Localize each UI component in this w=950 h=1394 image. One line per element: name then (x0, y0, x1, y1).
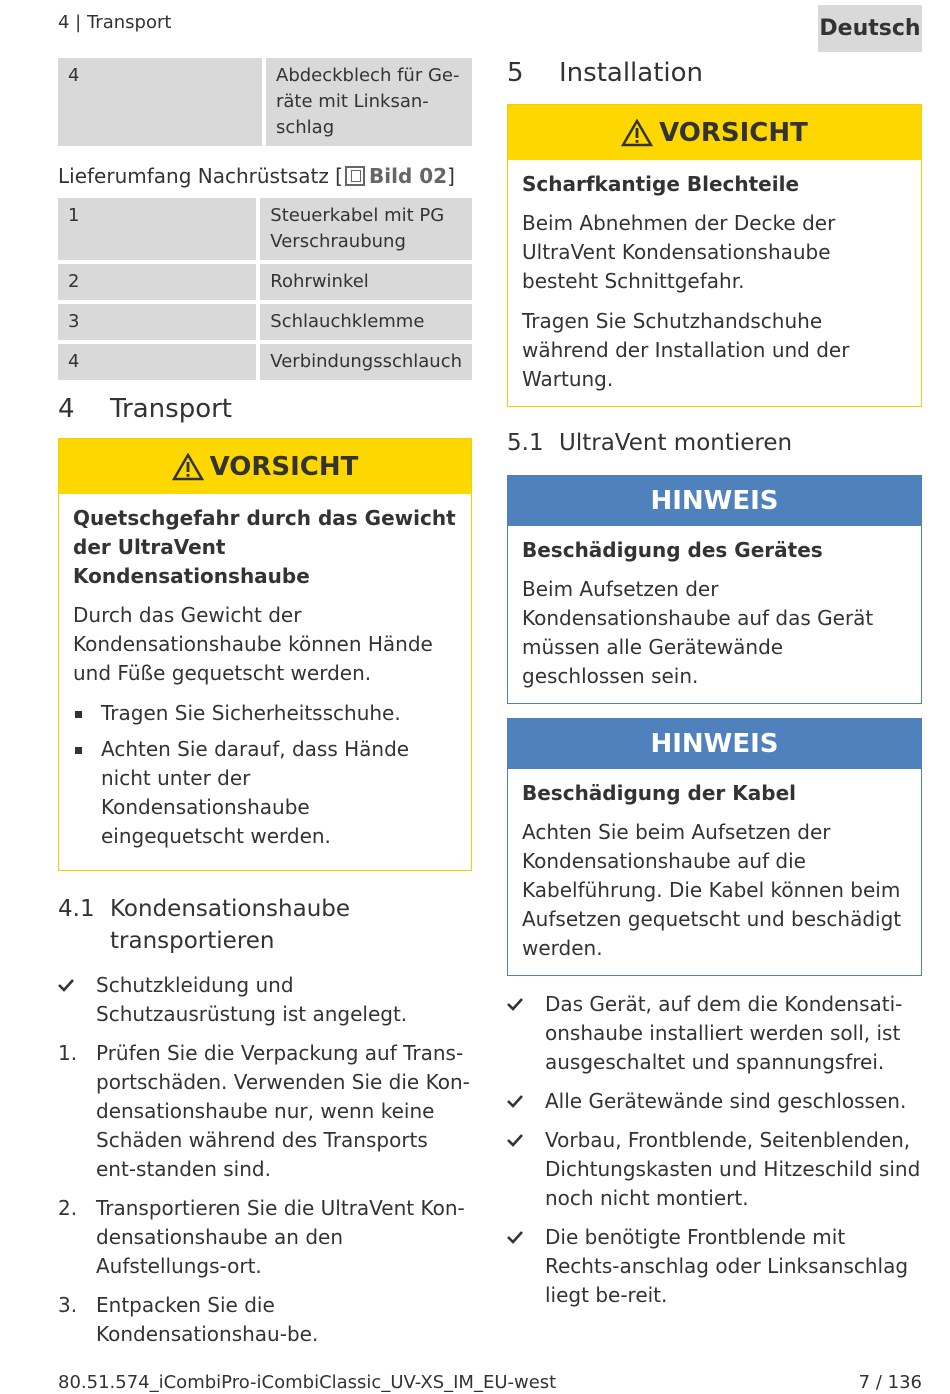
table-cell-number: 2 (58, 264, 256, 300)
caution-lead: Scharfkantige Blechteile (522, 172, 800, 196)
table-row (58, 198, 472, 260)
step-text: Transportieren Sie die UltraVent Kon-densationshaube an den Aufstellungs-ort. (96, 1196, 465, 1278)
section-heading-4-1 (58, 893, 472, 957)
table-row (58, 304, 472, 340)
step-number: 1. (58, 1041, 78, 1065)
table-cell-number: 4 (58, 344, 256, 380)
caption-close: ] (447, 164, 455, 188)
caution-body: Beim Abnehmen der Decke der UltraVent Kondensationshaube besteht Schnittgefahr. (522, 211, 836, 293)
caution-box (58, 438, 472, 871)
section-title: Kondensationshaube transportieren (110, 896, 351, 954)
notice-body: Achten Sie beim Aufsetzen der Kondensationshaube auf die Kabelführung. Die Kabel können beim Aufsetzen gequetscht und beschädigt werden. (522, 820, 902, 960)
list-item: Tragen Sie Sicherheitsschuhe. (73, 699, 457, 728)
left-column (58, 58, 472, 1359)
document-id: 80.51.574_iCombiPro-iCombiClassic_UV-XS_IM_EU-west (58, 1372, 557, 1393)
caution-lead: Quetschgefahr durch das Gewicht der UltraVent Kondensationshaube (73, 506, 456, 588)
prerequisite-item (58, 971, 472, 1029)
checkmark-icon (507, 990, 545, 1077)
notice-box (507, 475, 922, 704)
prerequisite-item (507, 1126, 922, 1213)
caution-header (59, 439, 471, 494)
section-number: 5.1 (507, 430, 544, 456)
section-title: Transport (110, 394, 233, 424)
caution-label: VORSICHT (209, 451, 359, 482)
language-badge: Deutsch (818, 5, 922, 52)
caution-body: Durch das Gewicht der Kondensationshaube können Hände und Füße gequetscht werden. (73, 603, 433, 685)
table-cell-number: 1 (58, 198, 256, 260)
prerequisite-text: Die benötigte Frontblende mit Rechts-anschlag oder Linksanschlag liegt be-reit. (545, 1225, 909, 1307)
warning-triangle-icon (621, 119, 653, 147)
caption-text: Lieferumfang Nachrüstsatz [ (58, 164, 343, 188)
table-cell-text: Steuerkabel mit PG Verschraubung (260, 198, 472, 260)
section-number: 4 (58, 394, 75, 424)
step-item (58, 1291, 472, 1349)
table-row (58, 58, 472, 146)
caution-header (508, 105, 921, 160)
prerequisite-item (507, 990, 922, 1077)
parts-table-a (54, 54, 476, 150)
section-heading-5-1 (507, 427, 922, 459)
checkmark-icon (507, 1223, 545, 1310)
breadcrumb: 4 | Transport (58, 12, 172, 33)
notice-lead: Beschädigung des Gerätes (522, 538, 823, 562)
step-text: Prüfen Sie die Verpackung auf Trans-portschäden. Verwenden Sie die Kon-densationshaube nur, wenn keine Schäden während des Transports ent-standen sind. (96, 1041, 470, 1181)
table-cell-text: Verbindungsschlauch (260, 344, 472, 380)
caution-body: Tragen Sie Schutzhandschuhe während der Installation und der Wartung. (522, 309, 850, 391)
prerequisite-text: Das Gerät, auf dem die Kondensati-onshaube installiert werden soll, ist ausgeschaltet und spannungsfrei. (545, 992, 903, 1074)
step-number: 3. (58, 1293, 78, 1317)
notice-header: HINWEIS (508, 719, 921, 769)
procedure-list (58, 971, 472, 1349)
table-cell-text: Abdeckblech für Ge- räte mit Linksan- schlag (266, 58, 472, 146)
notice-header: HINWEIS (508, 476, 921, 526)
checkmark-icon (58, 971, 96, 1029)
notice-body: Beim Aufsetzen der Kondensationshaube auf das Gerät müssen alle Gerätewände geschlossen sein. (522, 577, 874, 688)
table-cell-text: Schlauchklemme (260, 304, 472, 340)
section-title: Installation (559, 58, 704, 88)
prerequisite-text: Alle Gerätewände sind geschlossen. (545, 1089, 907, 1113)
prerequisite-list (507, 990, 922, 1310)
section-heading-5 (507, 58, 922, 88)
notice-box (507, 718, 922, 976)
table-row (58, 344, 472, 380)
step-item (58, 1039, 472, 1184)
checkmark-icon (507, 1087, 545, 1116)
page-number: 7 / 136 (858, 1372, 922, 1393)
caution-label: VORSICHT (659, 117, 808, 148)
table-cell-text: Rohrwinkel (260, 264, 472, 300)
figure-ref-link[interactable]: Bild 02 (368, 164, 448, 188)
section-number: 4.1 (58, 896, 95, 922)
prerequisite-item (507, 1087, 922, 1116)
section-title: UltraVent montieren (559, 430, 793, 456)
prerequisite-text: Schutzkleidung und Schutzausrüstung ist angelegt. (96, 973, 408, 1026)
caution-bullets (73, 699, 457, 851)
warning-triangle-icon (172, 453, 204, 481)
list-item: Achten Sie darauf, dass Hände nicht unter der Kondensationshaube eingequetscht werden. (73, 735, 457, 851)
step-text: Entpacken Sie die Kondensationshau-be. (96, 1293, 319, 1346)
section-heading-4 (58, 394, 472, 424)
table-cell-number: 3 (58, 304, 256, 340)
table-row (58, 264, 472, 300)
step-number: 2. (58, 1196, 78, 1220)
right-column (507, 58, 922, 1320)
figure-caption (58, 164, 472, 188)
section-number: 5 (507, 58, 524, 88)
prerequisite-text: Vorbau, Frontblende, Seitenblenden, Dichtungskasten und Hitzeschild sind noch nicht montiert. (545, 1128, 921, 1210)
caution-box (507, 104, 922, 407)
step-item (58, 1194, 472, 1281)
prerequisite-item (507, 1223, 922, 1310)
parts-table-b (54, 194, 476, 384)
table-cell-number: 4 (58, 58, 262, 146)
notice-lead: Beschädigung der Kabel (522, 781, 796, 805)
figure-icon (345, 166, 365, 186)
checkmark-icon (507, 1126, 545, 1213)
